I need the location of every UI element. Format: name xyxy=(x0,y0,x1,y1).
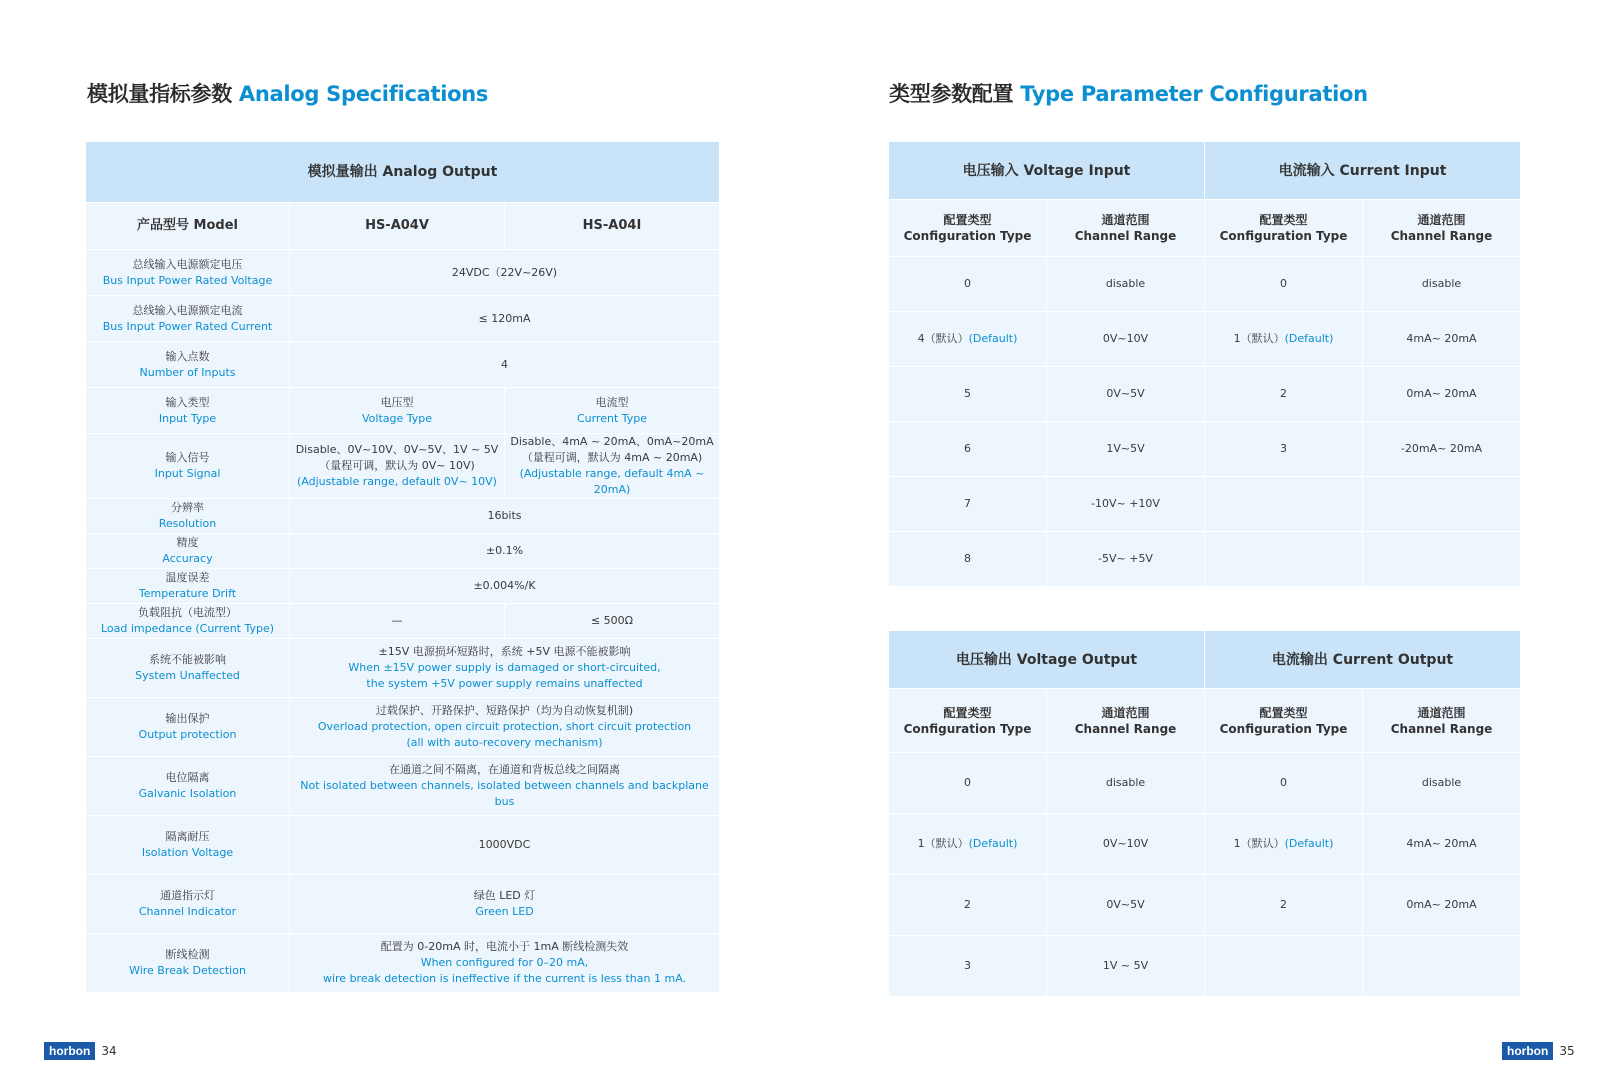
config-type-header: 配置类型 Configuration Type xyxy=(1205,689,1363,753)
table-row xyxy=(86,434,720,499)
config-type-value: 7 xyxy=(964,497,971,510)
text-line: Overload protection, open circuit protection, short circuit protection xyxy=(317,720,692,733)
config-type-cell xyxy=(1205,936,1363,997)
text-line: When configured for 0–20 mA, xyxy=(420,956,589,969)
voltage-value xyxy=(290,388,505,434)
page-number: 35 xyxy=(1559,1044,1575,1058)
config-type-cell xyxy=(1205,257,1363,312)
text-line: 过载保护、开路保护、短路保护（均为自动恢复机制) xyxy=(375,704,634,717)
text-line: (Adjustable range, default 4mA ~ 20mA) xyxy=(519,467,705,496)
table-row xyxy=(889,477,1521,532)
text-line: 分辨率 xyxy=(171,501,204,514)
row-label xyxy=(86,434,290,499)
current-input-header: 电流输入 Current Input xyxy=(1205,142,1521,200)
text-line: Green LED xyxy=(475,905,534,918)
config-type-cell xyxy=(1205,477,1363,532)
text-line: Disable、4mA ~ 20mA、0mA~20mA xyxy=(510,435,714,448)
channel-range-cell: disable xyxy=(1363,753,1521,814)
config-type-header: 配置类型 Configuration Type xyxy=(889,689,1047,753)
config-type-value: 0 xyxy=(964,776,971,789)
config-type-cell xyxy=(1205,753,1363,814)
table-row xyxy=(889,312,1521,367)
config-type-header: 配置类型 Configuration Type xyxy=(889,200,1047,257)
channel-range-cell: 0V~5V xyxy=(1047,875,1205,936)
table-row xyxy=(86,569,720,604)
config-type-value: 2 xyxy=(1280,898,1288,911)
channel-range-cell: 0V~10V xyxy=(1047,814,1205,875)
row-value xyxy=(290,698,720,757)
row-label xyxy=(86,499,290,534)
text-line: Bus Input Power Rated Voltage xyxy=(102,273,273,287)
text-line: ±0.004%/K xyxy=(473,579,536,592)
default-cn: （默认） xyxy=(1240,332,1285,345)
row-label xyxy=(86,296,290,342)
row-value xyxy=(290,250,720,296)
page-title-analog-specifications xyxy=(87,78,488,108)
table-row xyxy=(86,604,720,639)
table-row xyxy=(889,753,1521,814)
table-row xyxy=(889,936,1521,997)
row-label xyxy=(86,569,290,604)
heading-cn: 模拟量指标参数 xyxy=(87,82,232,106)
footer-left xyxy=(44,1042,117,1060)
table-row xyxy=(86,499,720,534)
default-cn: （默认） xyxy=(924,332,969,345)
table-row xyxy=(889,257,1521,312)
text-line: When ±15V power supply is damaged or short-circuited, xyxy=(348,661,661,674)
channel-range-cell: 0V~5V xyxy=(1047,367,1205,422)
row-value xyxy=(290,639,720,698)
horbon-logo: horbon xyxy=(1502,1042,1553,1060)
model-hs-a04v: HS-A04V xyxy=(290,203,505,250)
config-type-cell xyxy=(889,753,1047,814)
row-value xyxy=(290,875,720,934)
text-line: Wire Break Detection xyxy=(129,964,246,977)
table-row xyxy=(86,342,720,388)
text-line: System Unaffected xyxy=(135,669,240,682)
text-line: 温度误差 xyxy=(165,571,210,584)
text-line: wire break detection is ineffective if the current is less than 1 mA. xyxy=(322,972,687,985)
text-line: 绿色 LED 灯 xyxy=(473,889,536,902)
text-line: Output protection xyxy=(138,728,237,741)
text-line: Input Signal xyxy=(154,467,221,480)
config-type-cell xyxy=(889,936,1047,997)
channel-range-cell: -10V~ +10V xyxy=(1047,477,1205,532)
row-label xyxy=(86,388,290,434)
current-output-header: 电流输出 Current Output xyxy=(1205,631,1521,689)
config-type-value: 4 xyxy=(917,332,925,345)
table-row xyxy=(86,698,720,757)
heading-cn: 类型参数配置 xyxy=(889,82,1014,106)
page-number: 34 xyxy=(101,1044,117,1058)
channel-range-cell: disable xyxy=(1047,753,1205,814)
text-line: 通道指示灯 xyxy=(160,889,215,902)
table-row xyxy=(889,814,1521,875)
table-row xyxy=(86,388,720,434)
row-label xyxy=(86,250,290,296)
config-type-value: 8 xyxy=(964,552,971,565)
text-line: ≤ 500Ω xyxy=(590,614,634,627)
row-value xyxy=(290,534,720,569)
text-line: 输出保护 xyxy=(165,712,210,725)
row-label xyxy=(86,698,290,757)
text-line: 输入类型 xyxy=(165,395,210,409)
channel-range-cell: 0V~10V xyxy=(1047,312,1205,367)
current-value xyxy=(505,604,720,639)
text-line: 4 xyxy=(501,357,508,371)
config-type-value: 1 xyxy=(1233,837,1241,850)
row-label xyxy=(86,875,290,934)
default-en: (Default) xyxy=(1284,332,1334,345)
analog-specifications-table xyxy=(85,141,720,993)
config-type-cell xyxy=(1205,532,1363,587)
channel-range-cell: 0mA~ 20mA xyxy=(1363,875,1521,936)
row-label xyxy=(86,934,290,993)
config-type-value: 1 xyxy=(917,837,925,850)
text-line: 负载阻抗（电流型） xyxy=(138,606,237,619)
config-type-value: 0 xyxy=(964,277,971,290)
text-line: Number of Inputs xyxy=(139,365,236,379)
text-line: Isolation Voltage xyxy=(141,846,234,859)
footer-right xyxy=(1502,1042,1575,1060)
row-label xyxy=(86,342,290,388)
config-type-value: 0 xyxy=(1280,776,1288,789)
config-type-value: 1 xyxy=(1233,332,1241,345)
default-en: (Default) xyxy=(968,332,1018,345)
channel-range-cell xyxy=(1363,477,1521,532)
config-type-header: 配置类型 Configuration Type xyxy=(1205,200,1363,257)
row-label xyxy=(86,757,290,816)
row-value xyxy=(290,499,720,534)
channel-range-cell: disable xyxy=(1363,257,1521,312)
default-cn: （默认） xyxy=(924,837,969,850)
channel-range-cell: 0mA~ 20mA xyxy=(1363,367,1521,422)
table-row xyxy=(86,250,720,296)
config-type-cell xyxy=(889,477,1047,532)
config-type-value: 3 xyxy=(964,959,971,972)
config-type-cell xyxy=(1205,814,1363,875)
text-line: Input Type xyxy=(158,411,217,425)
text-line: （量程可调，默认为 4mA ~ 20mA) xyxy=(521,451,703,464)
row-value xyxy=(290,342,720,388)
current-value xyxy=(505,434,720,499)
default-en: (Default) xyxy=(968,837,1018,850)
text-line: 输入信号 xyxy=(165,451,210,464)
table-row xyxy=(86,296,720,342)
text-line: 精度 xyxy=(176,536,199,549)
table-row xyxy=(86,816,720,875)
text-line: ≤ 120mA xyxy=(478,311,531,325)
text-line: (all with auto-recovery mechanism) xyxy=(406,736,603,749)
current-value xyxy=(505,388,720,434)
config-type-cell xyxy=(889,814,1047,875)
row-label xyxy=(86,816,290,875)
text-line: 隔离耐压 xyxy=(165,830,210,843)
default-cn: （默认） xyxy=(1240,837,1285,850)
text-line: （量程可调，默认为 0V~ 10V) xyxy=(319,459,475,472)
text-line: Voltage Type xyxy=(361,411,433,425)
config-type-cell xyxy=(1205,312,1363,367)
text-line: ±0.1% xyxy=(485,544,524,557)
row-label xyxy=(86,604,290,639)
text-line: the system +5V power supply remains unaffected xyxy=(366,677,643,690)
row-label xyxy=(86,534,290,569)
channel-range-header: 通道范围 Channel Range xyxy=(1047,200,1205,257)
text-line: Accuracy xyxy=(162,552,213,565)
config-type-cell xyxy=(1205,367,1363,422)
config-type-cell xyxy=(1205,875,1363,936)
text-line: Load impedance (Current Type) xyxy=(100,622,275,635)
voltage-value xyxy=(290,604,505,639)
row-value xyxy=(290,296,720,342)
model-hs-a04i: HS-A04I xyxy=(505,203,720,250)
voltage-value xyxy=(290,434,505,499)
heading-en: Analog Specifications xyxy=(238,82,489,106)
text-line: 断线检测 xyxy=(165,948,210,961)
config-type-value: 3 xyxy=(1280,442,1287,455)
text-line: 总线输入电源额定电流 xyxy=(132,303,243,317)
table-row xyxy=(86,875,720,934)
table-row xyxy=(889,875,1521,936)
channel-range-cell: 1V~5V xyxy=(1047,422,1205,477)
voltage-input-header: 电压输入 Voltage Input xyxy=(889,142,1205,200)
config-type-cell xyxy=(889,532,1047,587)
channel-range-cell: disable xyxy=(1047,257,1205,312)
text-line: 16bits xyxy=(487,509,522,522)
text-line: 24VDC（22V~26V) xyxy=(451,265,558,279)
text-line: Temperature Drift xyxy=(138,587,237,600)
channel-range-cell: 4mA~ 20mA xyxy=(1363,814,1521,875)
config-type-cell xyxy=(889,422,1047,477)
row-value xyxy=(290,757,720,816)
config-type-value: 2 xyxy=(1280,387,1287,400)
text-line: Not isolated between channels, isolated between channels and backplane bus xyxy=(300,779,709,808)
config-type-cell xyxy=(889,367,1047,422)
row-label xyxy=(86,639,290,698)
horbon-logo: horbon xyxy=(44,1042,95,1060)
text-line: 电位隔离 xyxy=(165,771,210,784)
model-label: 产品型号 Model xyxy=(86,203,290,250)
channel-range-header: 通道范围 Channel Range xyxy=(1363,200,1521,257)
text-line: — xyxy=(391,614,403,627)
channel-range-cell: 4mA~ 20mA xyxy=(1363,312,1521,367)
channel-range-cell xyxy=(1363,936,1521,997)
text-line: Disable、0V~10V、0V~5V、1V ~ 5V xyxy=(295,443,499,456)
channel-range-cell: 1V ~ 5V xyxy=(1047,936,1205,997)
text-line: Resolution xyxy=(158,517,217,530)
row-value xyxy=(290,569,720,604)
config-type-value: 2 xyxy=(964,898,971,911)
config-type-cell xyxy=(889,312,1047,367)
text-line: Channel Indicator xyxy=(138,905,237,918)
text-line: 在通道之间不隔离，在通道和背板总线之间隔离 xyxy=(389,763,620,776)
text-line: 系统不能被影响 xyxy=(149,653,226,666)
text-line: 电压型 xyxy=(380,395,414,409)
config-type-value: 5 xyxy=(964,387,971,400)
text-line: 1000VDC xyxy=(478,838,531,851)
config-type-cell xyxy=(889,875,1047,936)
channel-range-cell xyxy=(1363,532,1521,587)
text-line: ±15V 电源损坏短路时，系统 +5V 电源不能被影响 xyxy=(378,645,631,658)
text-line: 输入点数 xyxy=(165,349,210,363)
table-row xyxy=(889,422,1521,477)
table-row xyxy=(889,367,1521,422)
output-configuration-table xyxy=(888,630,1521,997)
table-row xyxy=(86,534,720,569)
text-line: (Adjustable range, default 0V~ 10V) xyxy=(297,475,497,488)
config-type-value: 0 xyxy=(1280,277,1287,290)
channel-range-cell: -20mA~ 20mA xyxy=(1363,422,1521,477)
text-line: Current Type xyxy=(576,411,648,425)
channel-range-cell: -5V~ +5V xyxy=(1047,532,1205,587)
table-row xyxy=(86,934,720,993)
config-type-cell xyxy=(889,257,1047,312)
config-type-cell xyxy=(1205,422,1363,477)
text-line: 配置为 0-20mA 时，电流小于 1mA 断线检测失效 xyxy=(380,940,629,953)
table-row xyxy=(86,757,720,816)
row-value xyxy=(290,816,720,875)
voltage-output-header: 电压输出 Voltage Output xyxy=(889,631,1205,689)
channel-range-header: 通道范围 Channel Range xyxy=(1363,689,1521,753)
text-line: Galvanic Isolation xyxy=(138,787,237,800)
heading-en: Type Parameter Configuration xyxy=(1020,82,1368,106)
input-configuration-table xyxy=(888,141,1521,587)
default-en: (Default) xyxy=(1284,837,1334,850)
channel-range-header: 通道范围 Channel Range xyxy=(1047,689,1205,753)
text-line: 总线输入电源额定电压 xyxy=(132,257,243,271)
table-title: 模拟量输出 Analog Output xyxy=(86,142,720,203)
table-row xyxy=(889,532,1521,587)
text-line: 电流型 xyxy=(595,395,629,409)
table-row xyxy=(86,639,720,698)
text-line: Bus Input Power Rated Current xyxy=(102,319,273,333)
page-title-type-parameter-configuration xyxy=(889,78,1368,108)
row-value xyxy=(290,934,720,993)
config-type-value: 6 xyxy=(964,442,971,455)
